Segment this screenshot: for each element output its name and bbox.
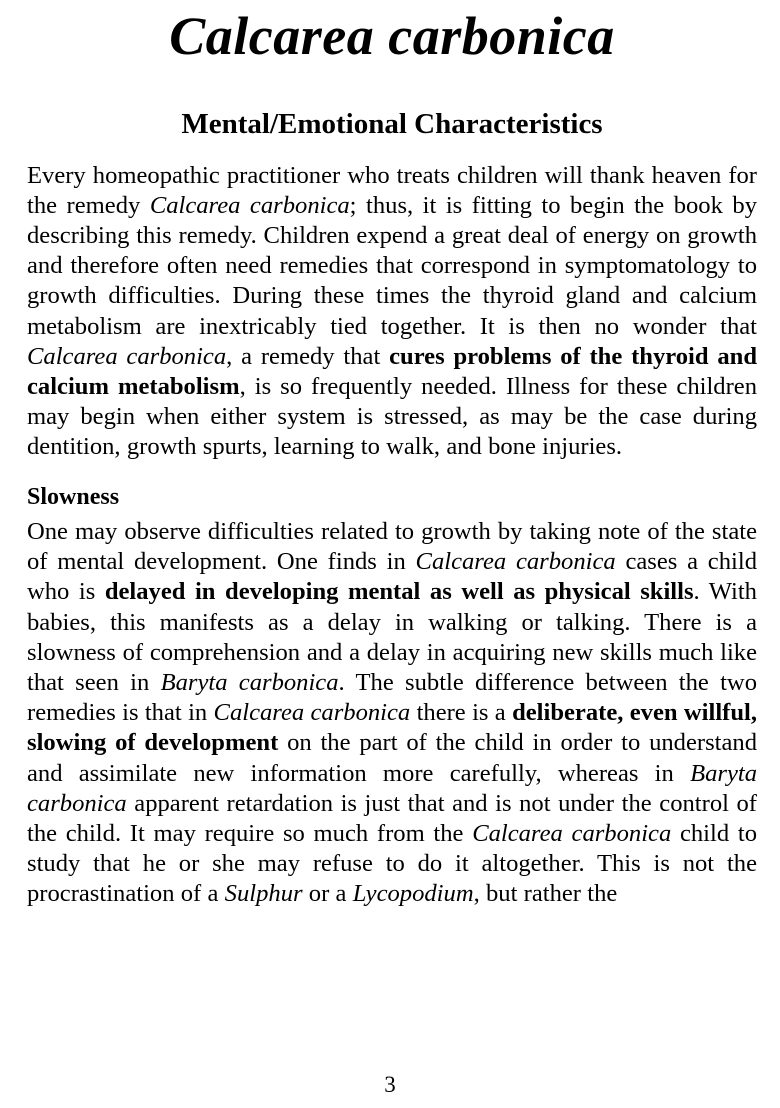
text-run-italic: Calcarea carbonica bbox=[213, 699, 411, 727]
text-run-italic: Calcarea carbonica bbox=[149, 191, 350, 219]
text-run-italic: Sulphur bbox=[224, 880, 303, 908]
page-number: 3 bbox=[384, 1072, 396, 1097]
text-run-normal: there is a bbox=[410, 699, 513, 727]
text-run-normal: , is so frequently needed. Illness for these children may begin when either system is stressed, as may be the case during dentition, growth spurts, learning to walk, and bone injuries. bbox=[27, 373, 758, 461]
text-run-normal: cases a child who is bbox=[27, 548, 757, 606]
subsection-heading-slowness: Slowness bbox=[27, 483, 120, 510]
text-run-normal: . With babies, this manifests as a delay in walking or talking. There is a slowness of comprehension and a delay in acquiring new skills much like that seen in bbox=[27, 578, 757, 697]
text-run-normal: or a bbox=[302, 880, 353, 908]
text-run-italic: Baryta carbonica bbox=[27, 759, 757, 817]
intro-paragraph bbox=[27, 141, 757, 463]
text-run-italic: Lycopodium bbox=[352, 880, 474, 908]
text-run-normal: One may observe difficulties related to growth by taking note of the state of mental development. One finds in bbox=[27, 518, 757, 576]
text-run-normal: on the part of the child in order to understand and assimilate new information more carefully, whereas in bbox=[27, 729, 757, 787]
text-run-italic: Calcarea carbonica bbox=[415, 548, 616, 576]
slowness-paragraph bbox=[27, 517, 757, 910]
text-run-italic: Calcarea carbonica bbox=[27, 342, 227, 370]
chapter-title: Calcarea carbonica bbox=[169, 6, 615, 66]
text-run-bold: deliberate, even willful, slowing of development bbox=[27, 699, 757, 757]
text-run-normal: ; thus, it is fitting to begin the book by describing this remedy. Children expend a great deal of energy on growth and therefore often need remedies that correspond in symptomatology to growth difficulties. During these times the thyroid gland and calcium metabolism are inextricably tied together. It is then no wonder that bbox=[27, 191, 757, 340]
text-run-normal: Every homeopathic practitioner who treats children will thank heaven for the remedy bbox=[27, 161, 757, 219]
text-run-bold: delayed in developing mental as well as physical skills bbox=[104, 578, 694, 606]
text-run-bold: cures problems of the thyroid and calcium metabolism bbox=[27, 342, 757, 400]
text-run-italic: Calcarea carbonica bbox=[472, 820, 672, 848]
section-heading: Mental/Emotional Characteristics bbox=[181, 107, 603, 140]
text-run-normal: , a remedy that bbox=[226, 342, 390, 370]
text-run-normal: apparent retardation is just that and is not under the control of the child. It may require so much from the bbox=[27, 789, 757, 848]
text-run-normal: . The subtle difference between the two remedies is that in bbox=[27, 669, 757, 727]
text-run-normal: , but rather the bbox=[473, 880, 618, 908]
text-run-normal: child to study that he or she may refuse to do it altogether. This is not the procrastination of a bbox=[27, 820, 757, 908]
text-run-italic: Baryta carbonica bbox=[160, 669, 339, 697]
